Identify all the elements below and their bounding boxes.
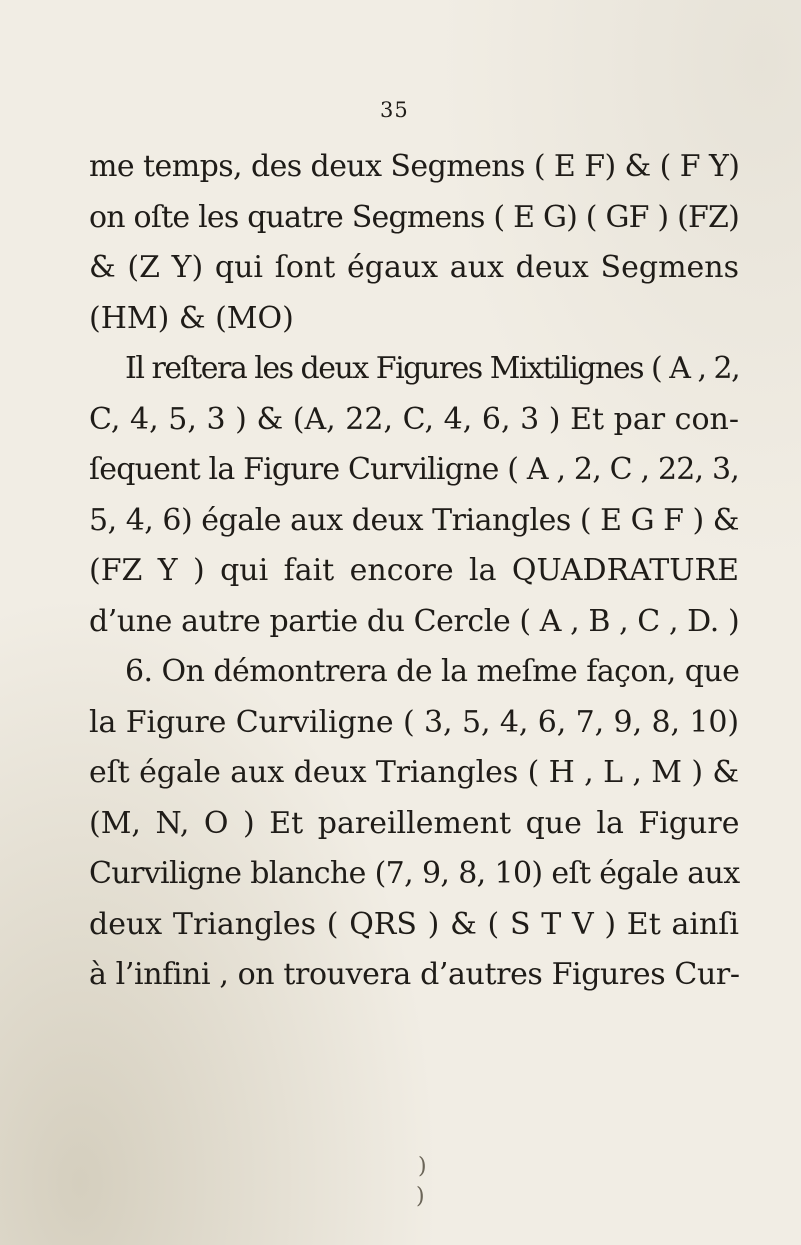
text-line-7: ſequent la Figure Curviligne ( A , 2, C , 22, 3, bbox=[89, 452, 739, 487]
page-number: 35 bbox=[380, 98, 409, 122]
text-line-16: deux Triangles ( QRS ) & ( S T V ) Et ainſi bbox=[89, 906, 739, 942]
text-line-12: la Figure Curviligne ( 3, 5, 4, 6, 7, 9, 8, 10) bbox=[89, 704, 739, 740]
text-line-17: à l’infini , on trouvera d’autres Figures Cur- bbox=[89, 957, 740, 992]
text-line-14: (M, N, O ) Et pareillement que la Figure bbox=[89, 805, 740, 841]
text-line-10: d’une autre partie du Cercle ( A , B , C , D. ) bbox=[89, 603, 740, 639]
text-line-2: on oſte les quatre Segmens ( E G) ( GF ) (FZ) bbox=[89, 199, 739, 235]
text-line-11: 6. On démontrera de la meſme façon, que bbox=[125, 654, 740, 689]
text-line-3: & (Z Y) qui ſont égaux aux deux Segmens bbox=[89, 250, 739, 285]
text-line-5: Il reſtera les deux Figures Mixtilignes ( A , 2, bbox=[125, 351, 740, 386]
margin-mark-2: ) bbox=[416, 1184, 425, 1209]
margin-mark-1: ) bbox=[418, 1154, 427, 1179]
text-line-4: (HM) & (MO) bbox=[89, 300, 294, 336]
text-line-6: C, 4, 5, 3 ) & (A, 22, C, 4, 6, 3 ) Et par con- bbox=[89, 401, 739, 437]
text-line-15: Curviligne blanche (7, 9, 8, 10) eſt égale aux bbox=[89, 856, 740, 891]
text-line-13: eſt égale aux deux Triangles ( H , L , M ) & bbox=[89, 755, 739, 790]
text-line-8: 5, 4, 6) égale aux deux Triangles ( E G F ) & bbox=[89, 502, 739, 538]
text-line-9: (FZ Y ) qui fait encore la QUADRATURE bbox=[89, 553, 739, 588]
body-text bbox=[89, 142, 739, 1001]
text-line-1: me temps, des deux Segmens ( E F) & ( F Y) bbox=[89, 149, 740, 184]
